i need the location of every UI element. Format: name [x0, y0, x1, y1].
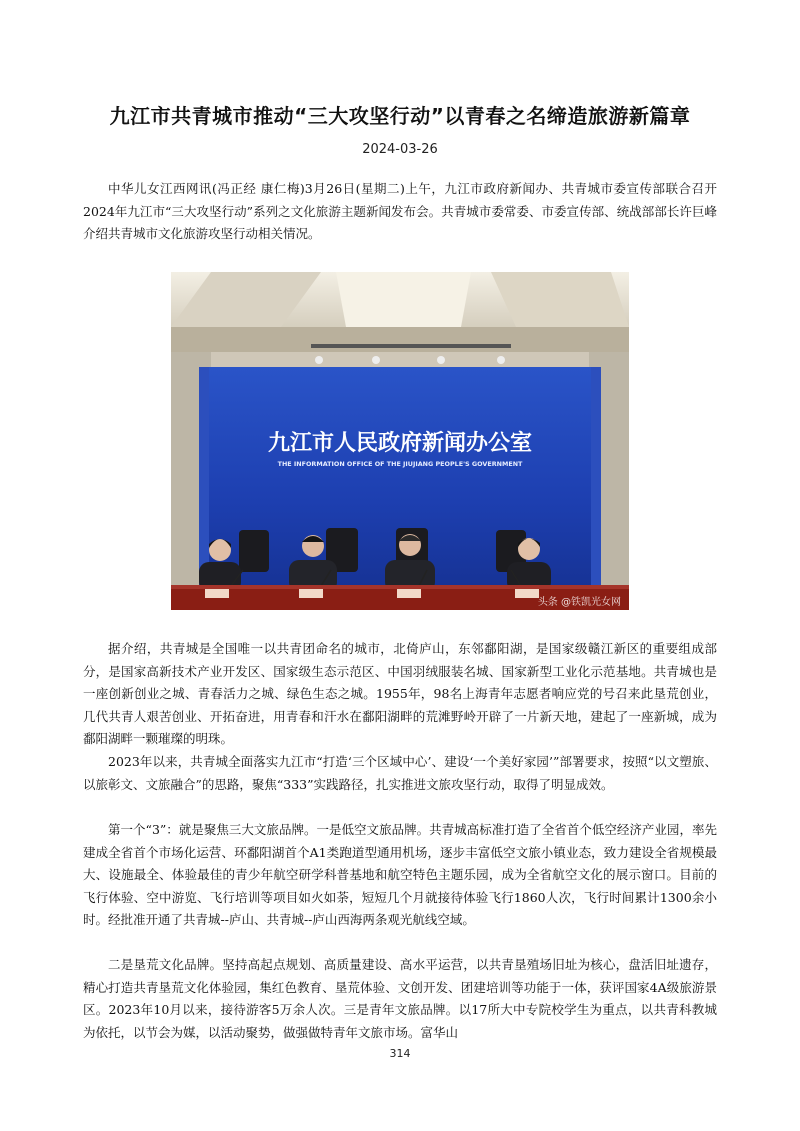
backdrop-edge — [199, 367, 209, 592]
name-plate — [205, 589, 229, 598]
spotlight-icon — [497, 356, 505, 364]
table-edge — [171, 585, 629, 589]
paragraph-lowaltitude-brand: 第一个“3”：就是聚焦三大文旅品牌。一是低空文旅品牌。共青城高标准打造了全省首个低空经济产业园，率先建成全省首个市场化运营、环鄱阳湖首个A1类跑道型通用机场，逐步丰富低空文旅小镇业态，致力建设全省规模最大、设施最全、体验最佳的青少年航空研学科普基地和航空特色主题乐园，成为全省航空文化的展示窗口。目前的飞行体验、空中游览、飞行培训等项目如火如荼，短短几个月就接待体验飞行1860人次，飞行时间累计1300余小时。经批准开通了共青城--庐山、共青城--庐山西海两条观光航线空域。 — [83, 822, 717, 927]
paragraph-intro: 中华儿女江西网讯(冯正经 康仁梅)3月26日(星期二)上午，九江市政府新闻办、共青城市委宣传部联合召开2024年九江市“三大攻坚行动”系列之文化旅游主题新闻发布会。共青城市委常委、市委宣传部、统战部部长许巨峰介绍共青城市文化旅游攻坚行动相关情况。 — [83, 181, 717, 241]
backdrop-title: 九江市人民政府新闻办公室 — [267, 431, 533, 456]
ceiling-beam — [171, 327, 629, 352]
spotlight-icon — [372, 356, 380, 364]
backdrop-edge — [591, 367, 601, 592]
article-date: 2024-03-26 — [362, 142, 438, 157]
press-conference-photo — [171, 272, 629, 610]
spotlight-icon — [315, 356, 323, 364]
name-plate — [397, 589, 421, 598]
article-title: 九江市共青城市推动“三大攻坚行动”以青春之名缔造旅游新篇章 — [109, 104, 691, 128]
watermark: 头条 @铁凯光女网 — [537, 597, 621, 608]
backdrop-subtitle: THE INFORMATION OFFICE OF THE JIUJIANG PEOPLE'S GOVERNMENT — [277, 460, 523, 468]
paragraph-progress: 2023年以来，共青城全面落实九江市“打造‘三个区域中心’、建设‘一个美好家园’”部署要求，按照“以文塑旅、以旅彰文、文旅融合”的思路，聚焦“333”实践路径，扎实推进文旅攻坚行动，取得了明显成效。 — [83, 754, 717, 792]
ceiling-panel — [336, 272, 471, 327]
paragraph-background: 据介绍，共青城是全国唯一以共青团命名的城市，北倚庐山，东邻鄱阳湖，是国家级赣江新区的重要组成部分，是国家高新技术产业开发区、国家级生态示范区、中国羽绒服装名城、国家新型工业化示范基地。共青城也是一座创新创业之城、青春活力之城、绿色生态之城。1955年，98名上海青年志愿者响应党的号召来此垦荒创业，几代共青人艰苦创业、开拓奋进，用青春和汗水在鄱阳湖畔的荒滩野岭开辟了一片新天地，建起了一座新城，成为鄱阳湖畔一颗璀璨的明珠。 — [83, 641, 717, 746]
page-number: 314 — [389, 1047, 411, 1060]
name-plate — [515, 589, 539, 598]
spotlight-icon — [437, 356, 445, 364]
chair — [239, 530, 269, 572]
light-rail — [311, 344, 511, 348]
name-plate — [299, 589, 323, 598]
paragraph-reclamation-brand: 二是垦荒文化品牌。坚持高起点规划、高质量建设、高水平运营，以共青垦殖场旧址为核心，盘活旧址遗存，精心打造共青垦荒文化体验园，集红色教育、垦荒体验、文创开发、团建培训等功能于一体，获评国家4A级旅游景区。2023年10月以来，接待游客5万余人次。三是青年文旅品牌。以17所大中专院校学生为重点，以共青科教城为依托，以节会为媒，以活动聚势，做强做特青年文旅市场。富华山 — [83, 957, 717, 1040]
